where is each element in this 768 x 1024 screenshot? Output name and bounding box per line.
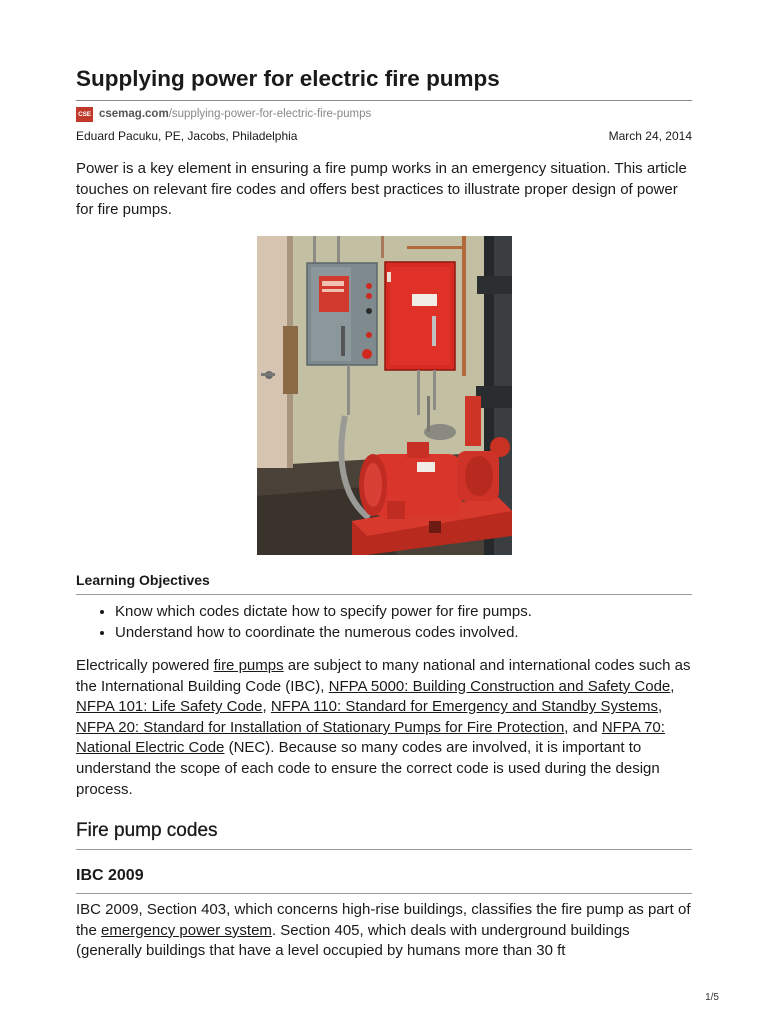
subsection-divider [76, 893, 692, 894]
section-heading-fire-pump-codes: Fire pump codes [76, 820, 218, 841]
page-number: 1/5 [705, 992, 719, 1003]
link-emergency-power-system[interactable]: emergency power system [101, 921, 272, 939]
source-link[interactable] [76, 106, 371, 122]
list-item: • Understand how to coordinate the numerous codes involved. [115, 622, 532, 643]
text-run: . Section 405, which deals with underground buildings (generally buildings that have a level occupied by humans more than 30 ft [76, 921, 630, 960]
intro-paragraph: Power is a key element in ensuring a fire pump works in an emergency situation. This article touches on relevant fire codes and offers best practices to illustrate proper design of power for fire pumps. [76, 160, 687, 219]
learning-objectives-list [76, 601, 532, 643]
text-run: , [262, 698, 271, 716]
subsection-heading-ibc-2009: IBC 2009 [76, 867, 144, 884]
text-run: , [670, 677, 675, 695]
link-fire-pumps[interactable]: fire pumps [213, 657, 284, 674]
link-nfpa-101[interactable]: NFPA 101: Life Safety Code [76, 698, 263, 716]
learning-objectives-divider [76, 594, 692, 595]
link-nfpa-70[interactable]: NFPA 70: National Electric Code [76, 718, 665, 757]
author: Eduard Pacuku, PE, Jacobs, Philadelphia [76, 129, 298, 143]
text-run: (NEC). Because so many codes are involved, it is important to understand the scope of each code to ensure the correct code is used during the design process. [76, 739, 660, 798]
text-run: , [658, 698, 663, 716]
list-item: • Know which codes dictate how to specify power for fire pumps. [115, 601, 532, 622]
body-paragraph-ibc [76, 900, 694, 962]
section-divider [76, 849, 692, 850]
learning-objectives-heading: Learning Objectives [76, 572, 210, 588]
text-run: Electrically powered [76, 657, 214, 674]
link-nfpa-20[interactable]: NFPA 20: Standard for Installation of Stationary Pumps for Fire Protection [76, 718, 565, 736]
fire-pump-photo [257, 236, 512, 555]
csemag-favicon-icon: CSE [76, 107, 93, 122]
body-paragraph-codes [76, 656, 694, 800]
text-run: , and [564, 718, 602, 736]
title-divider [76, 100, 692, 101]
text-run: IBC 2009, Section 403, which concerns high-rise buildings, classifies the fire pump as part of the [76, 901, 691, 939]
page-title: Supplying power for electric fire pumps [76, 66, 500, 91]
link-nfpa-110[interactable]: NFPA 110: Standard for Emergency and Standby Systems [270, 698, 658, 716]
text-run: are subject to many national and international codes such as the International Building Code (IBC), [76, 657, 691, 695]
link-nfpa-5000[interactable]: NFPA 5000: Building Construction and Safety Code [328, 677, 671, 695]
publish-date: March 24, 2014 [608, 129, 692, 143]
source-domain: csemag.com [99, 108, 169, 120]
source-path: /supplying-power-for-electric-fire-pumps [168, 108, 372, 120]
byline [76, 129, 692, 143]
